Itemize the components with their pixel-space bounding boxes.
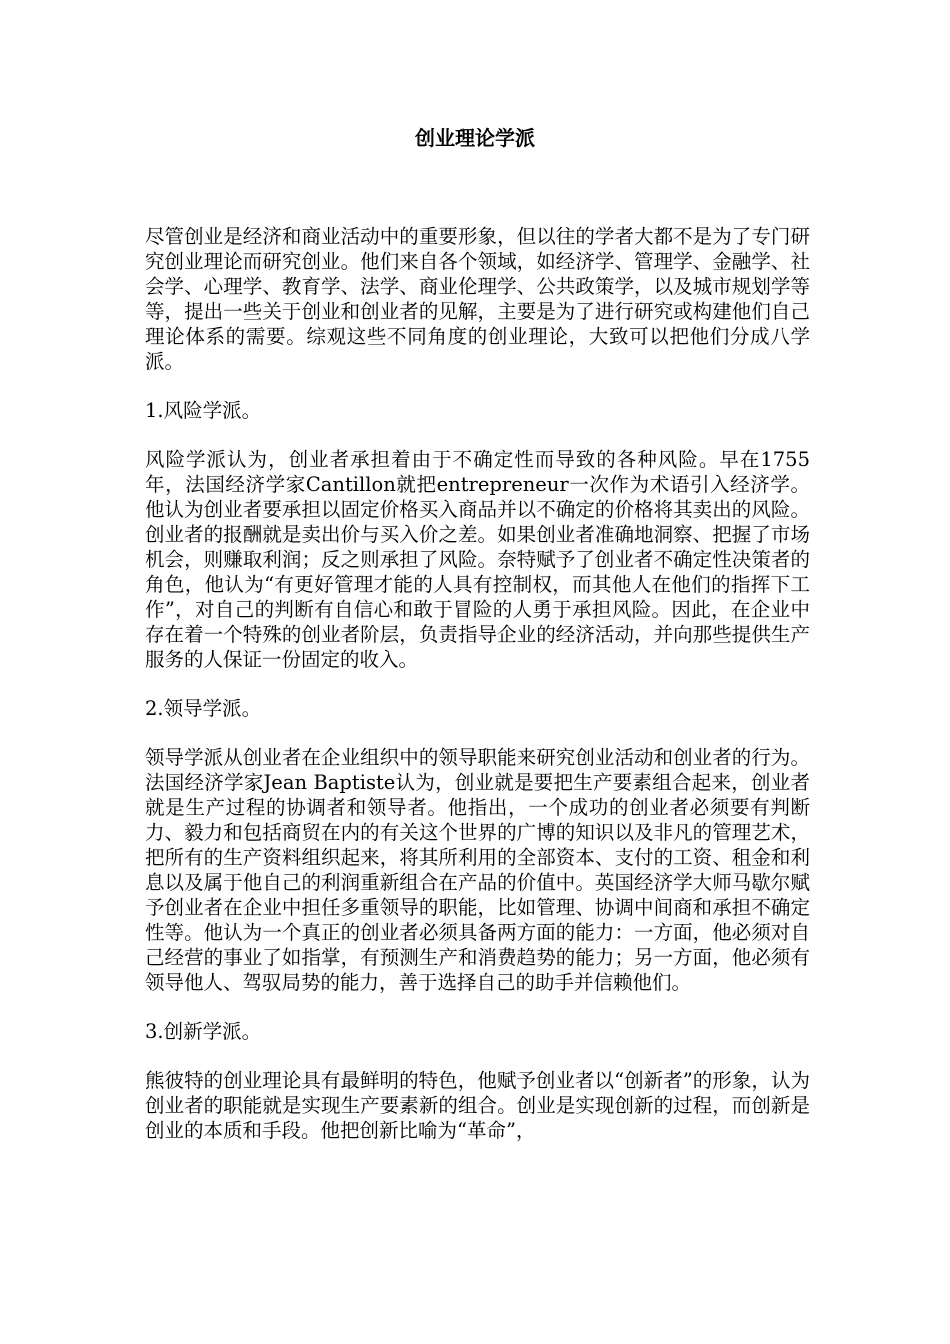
- section-heading-leadership: 2.领导学派。: [145, 697, 262, 720]
- section-text-risk: 风险学派认为，创业者承担着由于不确定性而导致的各种风险。早在1755年，法国经济学家Cantillon就把entrepreneur一次作为术语引入经济学。他认为创业者要承担以固定价格买入商品并以不确定的价格将其卖出的风险。创业者的报酬就是卖出价与买入价之差。如果创业者准确地洞察、把握了市场机会，则赚取利润；反之则承担了风险。奈特赋予了创业者不确定性决策者的角色，他认为“有更好管理才能的人具有控制权，而其他人在他们的指挥下工作”，对自己的判断有自信心和敢于冒险的人勇于承担风险。因此，在企业中存在着一个特殊的创业者阶层，负责指导企业的经济活动，并向那些提供生产服务的人保证一份固定的收入。: [145, 448, 810, 671]
- document-title: 创业理论学派: [415, 126, 535, 150]
- section-heading-innovation: 3.创新学派。: [145, 1020, 262, 1043]
- section-text-leadership: 领导学派从创业者在企业组织中的领导职能来研究创业活动和创业者的行为。法国经济学家Jean Baptiste认为，创业就是要把生产要素组合起来，创业者就是生产过程的协调者和领导者。他指出，一个成功的创业者必须要有判断力、毅力和包括商贸在内的有关这个世界的广博的知识以及非凡的管理艺术，把所有的生产资料组织起来，将其所利用的全部资本、支付的工资、租金和利息以及属于他自己的利润重新组合在产品的价值中。英国经济学大师马歇尔赋予创业者在企业中担任多重领导的职能，比如管理、协调中间商和承担不确定性等。他认为一个真正的创业者必须具备两方面的能力：一方面，他必须对自己经营的事业了如指掌，有预测生产和消费趋势的能力；另一方面，他必须有领导他人、驾驭局势的能力，善于选择自己的助手并信赖他们。: [145, 746, 810, 994]
- document-body: [145, 224, 810, 1167]
- intro-paragraph: 尽管创业是经济和商业活动中的重要形象，但以往的学者大都不是为了专门研究创业理论而研究创业。他们来自各个领域，如经济学、管理学、金融学、社会学、心理学、教育学、法学、商业伦理学、公共政策学，以及城市规划学等等，提出一些关于创业和创业者的见解，主要是为了进行研究或构建他们自己理论体系的需要。综观这些不同角度的创业理论，大致可以把他们分成八学派。: [145, 225, 810, 373]
- section-text-innovation: 熊彼特的创业理论具有最鲜明的特色，他赋予创业者以“创新者”的形象，认为创业者的职能就是实现生产要素新的组合。创业是实现创新的过程，而创新是创业的本质和手段。他把创新比喻为“革命”，: [145, 1069, 810, 1142]
- section-heading-risk: 1.风险学派。: [145, 399, 262, 422]
